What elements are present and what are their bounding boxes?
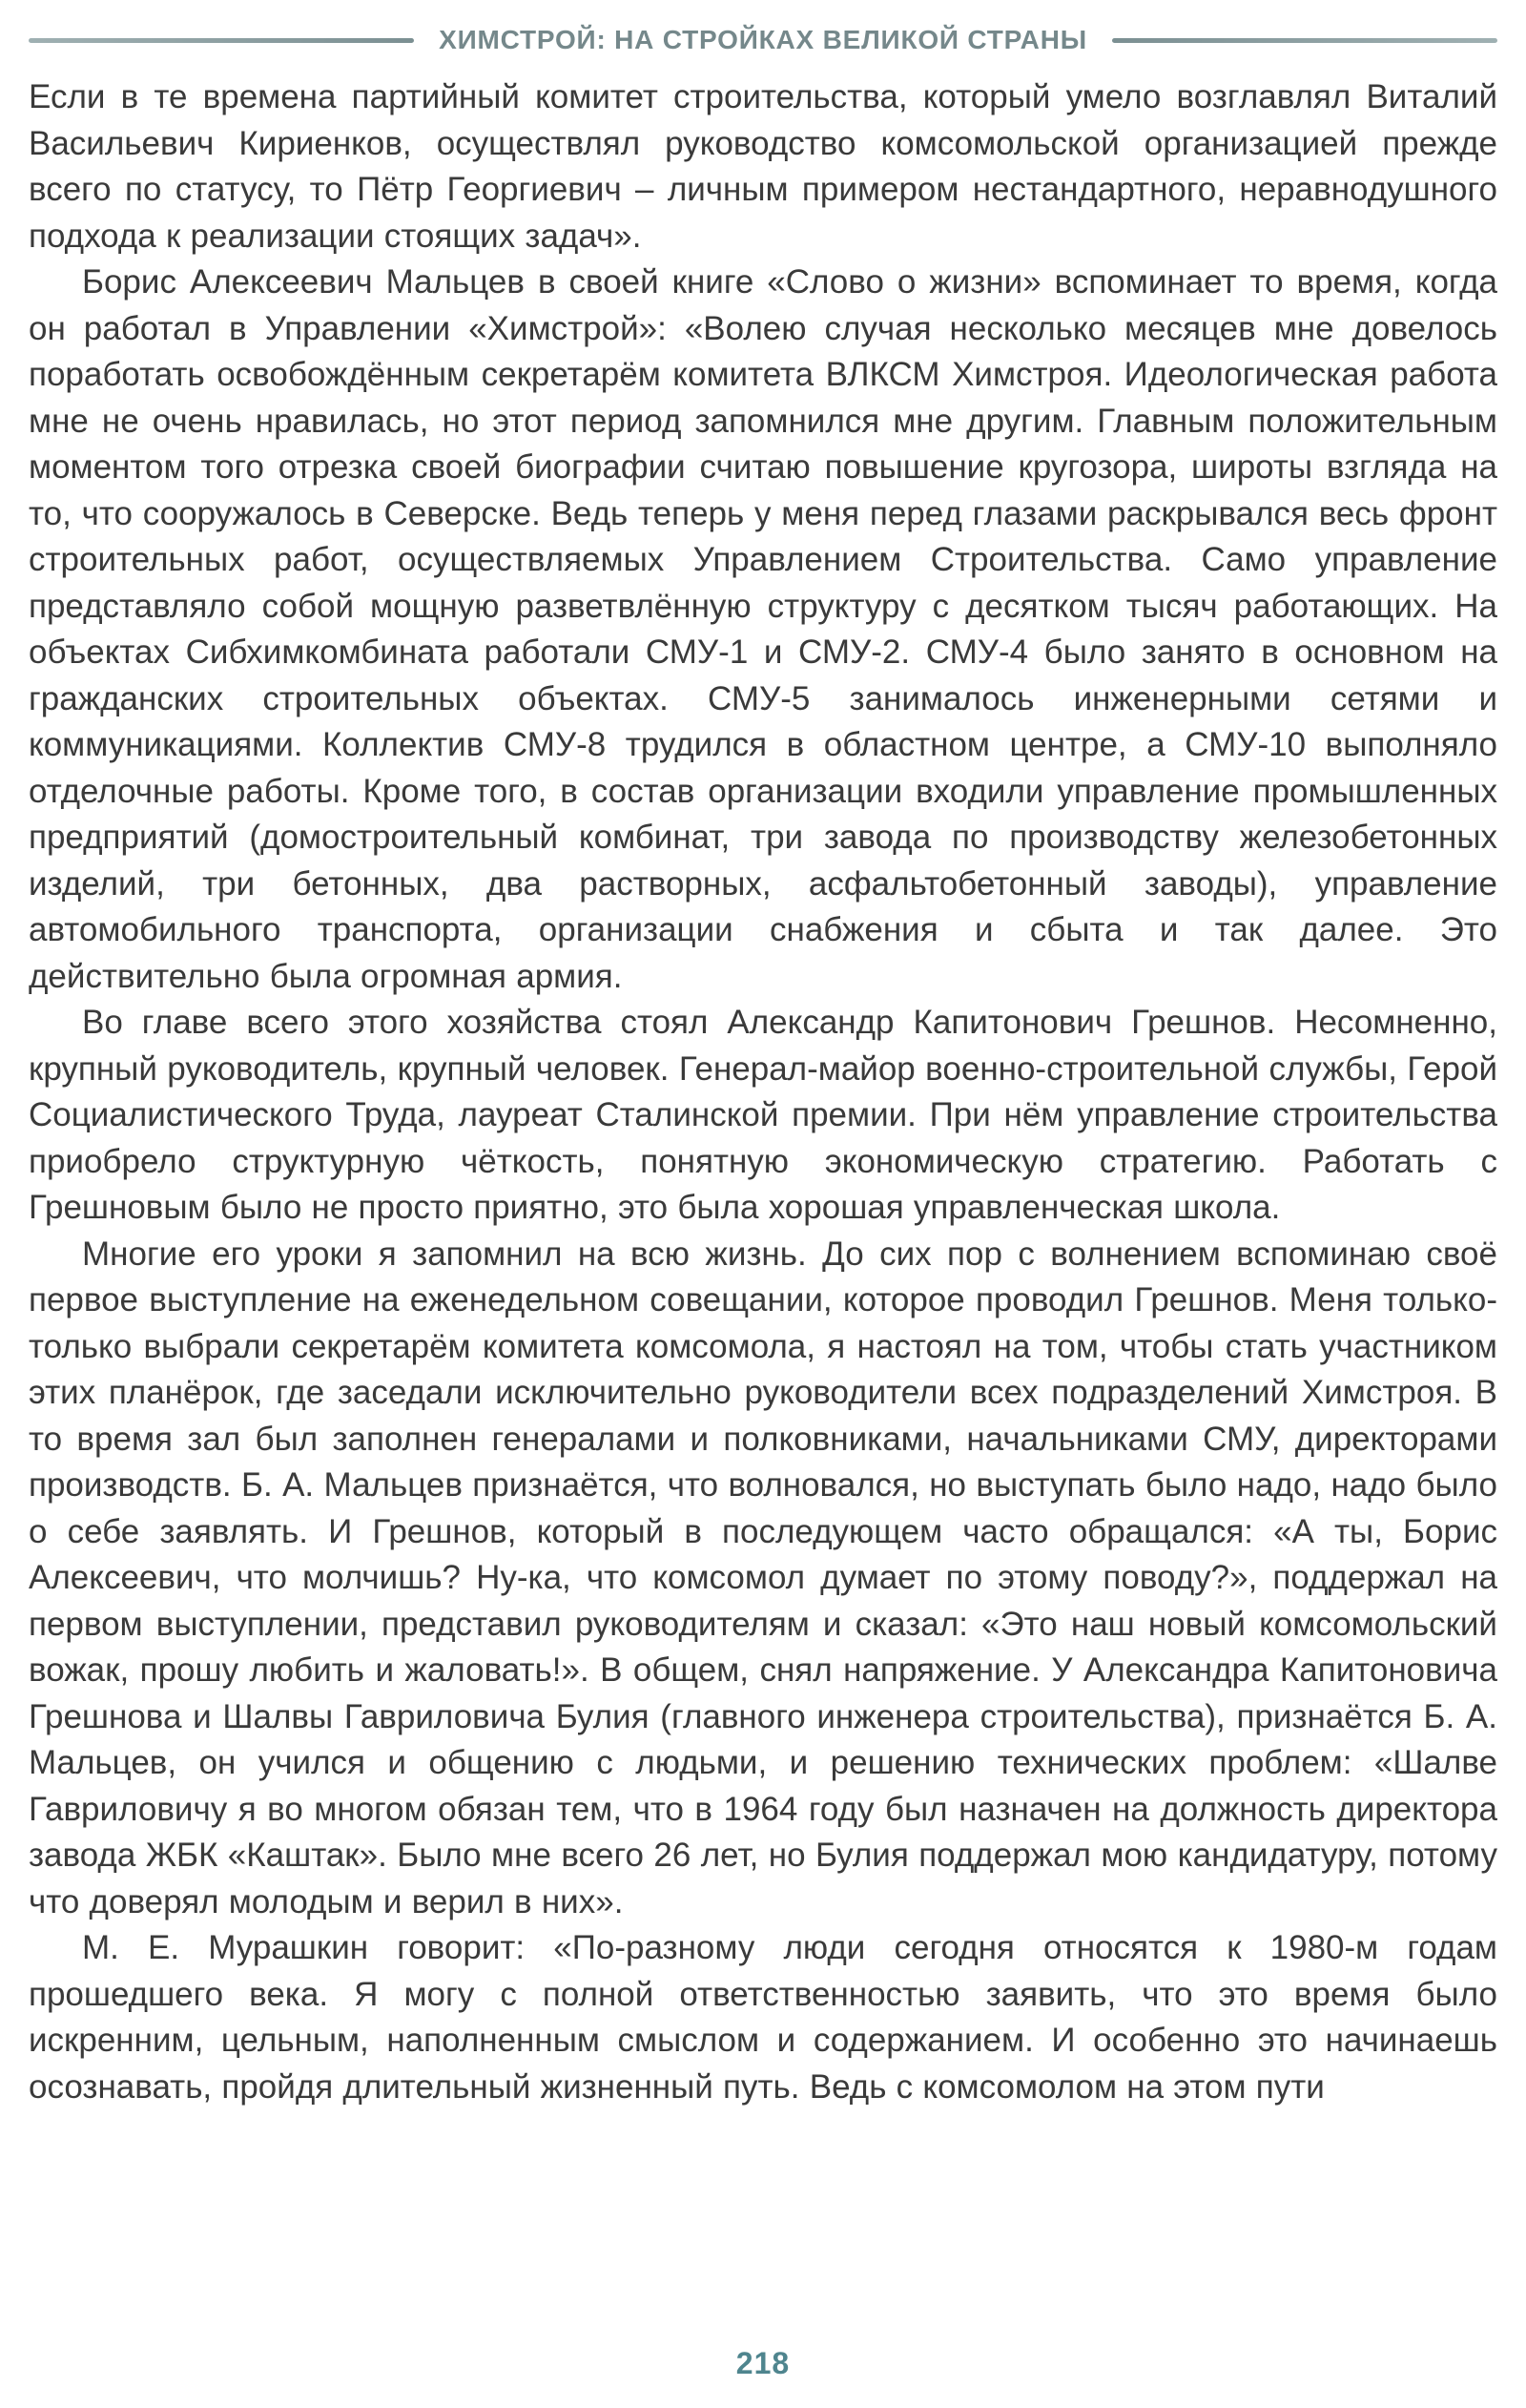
body-paragraph: Борис Алексеевич Мальцев в своей книге «Слово о жизни» вспоминает то время, когда он работал в Управлении «Химстрой»: «Волею случая несколько месяцев мне довелось поработать освобождённым секретарём комитета ВЛКСМ Химстроя. Идеологическая работа мне не очень нравилась, но этот период запомнился мне другим. Главным положительным моментом того отрезка своей биографии считаю повышение кругозора, широты взгляда на то, что сооружалось в Северске. Ведь теперь у меня перед глазами раскрывался весь фронт строительных работ, осуществляемых Управлением Строительства. Само управление представляло собой мощную разветвлённую структуру с десятком тысяч работающих. На объектах Сибхимкомбината работали СМУ-1 и СМУ-2. СМУ-4 было занято в основном на гражданских строительных объектах. СМУ-5 занималось инженерными сетями и коммуникациями. Коллектив СМУ-8 трудился в областном центре, а СМУ-10 выполняло отделочные работы. Кроме того, в состав организации входили управление промышленных предприятий (домостроительный комбинат, три завода по производству железобетонных изделий, три бетонных, два растворных, асфальтобетонный заводы), управление автомобильного транспорта, организации снабжения и сбыта и так далее. Это действительно была огромная армия. (29, 263, 1497, 995)
page-number: 218 (735, 2346, 791, 2380)
running-head (29, 25, 1497, 55)
page-body (0, 74, 1526, 2110)
header-rule-left (29, 38, 414, 43)
header-rule-right (1112, 38, 1497, 43)
page-footer (0, 2346, 1526, 2381)
body-paragraph: Многие его уроки я запомнил на всю жизнь. До сих пор с волнением вспоминаю своё первое выступление на еженедельном совещании, которое проводил Грешнов. Меня только-только выбрали секретарём комитета комсомола, я настоял на том, чтобы стать участником этих планёрок, где заседали исключительно руководители всех подразделений Химстроя. В то время зал был заполнен генералами и полковниками, начальниками СМУ, директорами производств. Б. А. Мальцев признаётся, что волновался, но выступать было надо, надо было о себе заявлять. И Грешнов, который в последующем часто обращался: «А ты, Борис Алексеевич, что молчишь? Ну-ка, что комсомол думает по этому поводу?», поддержал на первом выступлении, представил руководителям и сказал: «Это наш новый комсомольский вожак, прошу любить и жаловать!». В общем, снял напряжение. У Александра Капитоновича Грешнова и Шалвы Гавриловича Булия (главного инженера строительства), признаётся Б. А. Мальцев, он учился и общению с людьми, и решению технических проблем: «Шалве Гавриловичу я во многом обязан тем, что в 1964 году был назначен на должность директора завода ЖБК «Каштак». Было мне всего 26 лет, но Булия поддержал мою кандидатуру, потому что доверял молодым и верил в них». (29, 1235, 1497, 1920)
body-paragraph: Если в те времена партийный комитет строительства, который умело возглавлял Виталий Васильевич Кириенков, осуществлял руководство комсомольской организацией прежде всего по статусу, то Пётр Георгиевич – личным примером нестандартного, неравнодушного подхода к реализации стоящих задач». (29, 78, 1497, 255)
body-paragraph: Во главе всего этого хозяйства стоял Александр Капитонович Грешнов. Несомненно, крупный руководитель, крупный человек. Генерал-майор военно-строительной службы, Герой Социалистического Труда, лауреат Сталинской премии. При нём управление строительства приобрело структурную чёткость, понятную экономическую стратегию. Работать с Грешновым было не просто приятно, это была хорошая управленческая школа. (29, 1004, 1497, 1226)
header-title: ХИМСТРОЙ: НА СТРОЙКАХ ВЕЛИКОЙ СТРАНЫ (439, 25, 1087, 54)
body-paragraph: М. Е. Мурашкин говорит: «По-разному люди сегодня относятся к 1980-м годам прошедшего века. Я могу с полной ответственностью заявить, что это время было искренним, цельным, наполненным смыслом и содержанием. И особенно это начинаешь осознавать, пройдя длительный жизненный путь. Ведь с комсомолом на этом пути (29, 1929, 1497, 2106)
